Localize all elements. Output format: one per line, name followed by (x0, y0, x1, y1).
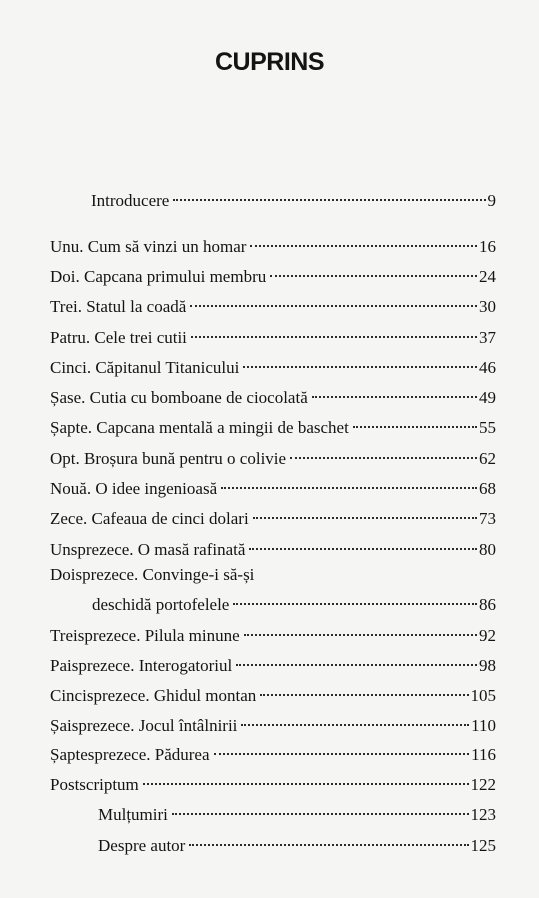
toc-entry-page: 92 (479, 626, 496, 645)
toc-entry-opt (50, 444, 496, 469)
toc-entry-label: Introducere (91, 191, 170, 210)
toc-entry-page: 37 (479, 328, 496, 347)
toc-entry-label: Șaptesprezece. Pădurea (50, 745, 210, 764)
dot-leader (244, 621, 477, 641)
dot-leader (260, 681, 468, 701)
toc-entry-trei (50, 292, 496, 317)
dot-leader (253, 504, 477, 524)
toc-entry-label: Doisprezece. Convinge-i să-și (50, 565, 255, 584)
toc-entry-cincisprezece (50, 681, 496, 706)
toc-entry-label: Treisprezece. Pilula minune (50, 626, 240, 645)
dot-leader (190, 292, 477, 312)
dot-leader (241, 711, 469, 731)
toc-entry-doisprezece (92, 590, 496, 615)
toc-entry-label: Șapte. Capcana mentală a mingii de baschet (50, 418, 349, 437)
dot-leader (236, 651, 477, 671)
toc-entry-page: 73 (479, 509, 496, 528)
dot-leader (233, 590, 477, 610)
dot-leader (250, 232, 477, 252)
toc-entry-label: Opt. Broșura bună pentru o colivie (50, 449, 287, 468)
dot-leader (243, 353, 477, 373)
toc-entry-page: 9 (487, 191, 496, 210)
toc-entry-label: Mulțumiri (98, 805, 168, 824)
dot-leader (214, 740, 470, 760)
toc-entry-saptesprezece (50, 740, 496, 765)
toc-entry-page: 98 (479, 656, 496, 675)
toc-entry-label: Paisprezece. Interogatoriul (50, 656, 233, 675)
toc-entry-label: Postscriptum (50, 775, 139, 794)
toc-entry-page: 62 (479, 449, 496, 468)
toc-entry-doi (50, 262, 496, 287)
toc-entry-zece (50, 504, 496, 529)
toc-entry-multumiri (98, 800, 496, 825)
toc-entry-page: 80 (479, 540, 496, 559)
toc-entry-despre-autor (98, 831, 496, 856)
dot-leader (221, 474, 477, 494)
toc-entry-page: 24 (479, 267, 496, 286)
toc-entry-patru (50, 323, 496, 348)
toc-entry-page: 46 (479, 358, 496, 377)
toc-entry-label: Zece. Cafeaua de cinci dolari (50, 509, 249, 528)
dot-leader (173, 186, 485, 206)
toc-entry-page: 55 (479, 418, 496, 437)
toc-entry-label: Cincisprezece. Ghidul montan (50, 686, 257, 705)
dot-leader (249, 535, 477, 555)
page-title: CUPRINS (214, 48, 324, 76)
toc-entry-sase (50, 383, 496, 408)
toc-entry-page: 125 (470, 836, 496, 855)
toc-entry-page: 110 (471, 716, 496, 735)
toc-entry-page: 16 (479, 237, 496, 256)
toc-entry-label: Patru. Cele trei cutii (50, 328, 187, 347)
dot-leader (143, 770, 469, 790)
toc-entry-page: 123 (470, 805, 496, 824)
toc-entry-unsprezece (50, 535, 496, 560)
toc-entry-cinci (50, 353, 496, 378)
toc-entry-label: Cinci. Căpitanul Titanicului (50, 358, 240, 377)
toc-entry-page: 68 (479, 479, 496, 498)
dot-leader (290, 444, 477, 464)
dot-leader (353, 413, 477, 433)
toc-entry-label: Doi. Capcana primului membru (50, 267, 267, 286)
toc-entry-label: Nouă. O idee ingenioasă (50, 479, 218, 498)
toc-entry-label: Unu. Cum să vinzi un homar (50, 237, 247, 256)
toc-entry-paisprezece (50, 651, 496, 676)
toc-entry-page: 105 (470, 686, 496, 705)
toc-entry-saisprezece (50, 711, 496, 736)
toc-entry-label: Șase. Cutia cu bomboane de ciocolată (50, 388, 308, 407)
toc-entry-introducere (91, 186, 496, 211)
toc-entry-treisprezece (50, 621, 496, 646)
toc-entry-unu (50, 232, 496, 257)
toc-entry-page: 116 (471, 745, 496, 764)
dot-leader (191, 323, 477, 343)
dot-leader (312, 383, 477, 403)
toc-entry-label: Unsprezece. O masă rafinată (50, 540, 246, 559)
toc-entry-page: 86 (479, 595, 496, 614)
dot-leader (189, 831, 468, 851)
toc-entry-sapte (50, 413, 496, 438)
toc-entry-label: Despre autor (98, 836, 186, 855)
toc-entry-page: 30 (479, 297, 496, 316)
toc-entry-noua (50, 474, 496, 499)
toc-entry-postscriptum (50, 770, 496, 795)
toc-entry-page: 49 (479, 388, 496, 407)
dot-leader (172, 800, 469, 820)
toc-entry-label: Șaisprezece. Jocul întâlnirii (50, 716, 238, 735)
toc-entry-label: Trei. Statul la coadă (50, 297, 187, 316)
toc-entry-page: 122 (470, 775, 496, 794)
dot-leader (270, 262, 477, 282)
toc-entry-label-cont: deschidă portofelele (92, 595, 230, 614)
